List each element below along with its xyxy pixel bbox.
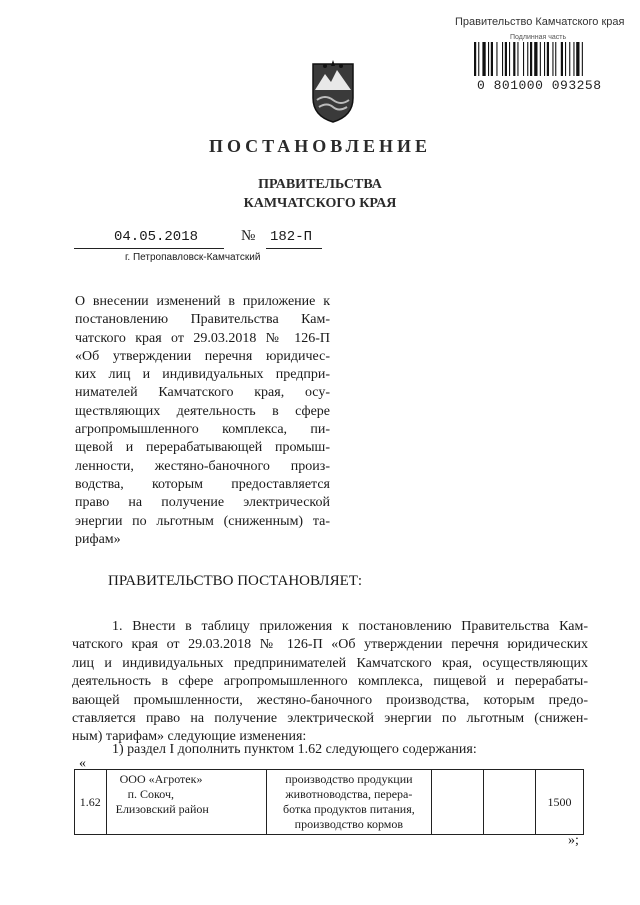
table-row [75,770,584,835]
item-1 [72,741,588,759]
organization-line: п. Сокоч, [127,787,174,801]
paragraph-line: чатского края от 29.03.2018 № 126-П «Об утверждении перечня юридических [72,637,588,653]
document-subject [75,293,330,549]
issuer-line: ПРАВИТЕЛЬСТВА [258,177,382,192]
item-line: 1) раздел I дополнить пунктом 1.62 следующего содержания: [112,742,477,757]
paragraph-line: ставляется право на получение электрической энергии по льготным (снижен- [72,711,588,727]
inserted-table [74,769,584,835]
document-date: 04.05.2018 [114,229,199,245]
subject-line: нимателей Камчатского края, осу- [75,385,330,401]
decree-heading: ПРАВИТЕЛЬСТВО ПОСТАНОВЛЯЕТ: [108,573,363,589]
empty-cell [431,770,483,835]
organization-stamp: Правительство Камчатского края [455,16,625,28]
document-number: 182-П [270,229,313,245]
organization-line: Елизовский район [115,802,209,816]
issuer-line: КАМЧАТСКОГО КРАЯ [243,196,397,211]
subject-line: агропромышленного комплекса, пи- [75,422,330,438]
barcode-number: 0 801000 093258 [477,78,602,93]
subject-line: энергии по льготным (сниженным) та- [75,513,330,529]
activity-line: животноводства, перера- [285,787,413,801]
number-label: № [241,228,256,244]
kamchatka-emblem-icon [309,60,357,124]
subject-line: О внесении изменений в приложение к [75,294,330,309]
subject-line: рифам» [75,531,121,547]
subject-line: щевой и перерабатывающей промыш- [75,440,330,456]
city: г. Петропавловск-Камчатский [125,252,261,263]
barcode-caption: Подлинная часть [510,34,567,41]
row-number: 1.62 [75,770,107,835]
paragraph-line: 1. Внести в таблицу приложения к постановлению Правительства Кам- [112,619,588,634]
organization-line: ООО «Агротек» [119,772,203,786]
subject-line: чатского края от 29.03.2018 № 126-П [75,330,330,346]
subject-line: постановлению Правительства Кам- [75,312,330,328]
activity-line: производство продукции [285,772,413,786]
paragraph-line: ным) тарифам» следующие изменения: [72,729,307,745]
subject-line: водства, которым предоставляется [75,476,330,492]
subject-line: «Об утверждении перечня юридичес- [75,348,330,364]
document-type: ПОСТАНОВЛЕНИЕ [208,136,432,156]
subject-line: ществляющих деятельность в сфере [75,403,330,419]
issuer [0,175,640,213]
quote-open: « [79,756,86,771]
organization-cell [106,770,266,835]
subject-line: право на получение электрической [75,495,330,511]
paragraph-line: лиц и индивидуальных предпринимателей Камчатского края, осуществляющих [72,655,588,671]
empty-cell [484,770,536,835]
volume-cell: 1500 [536,770,584,835]
paragraph-line: вающей промышленности, жестяно-баночного производства, которым предо- [72,692,588,708]
subject-line: ленности, жестяно-баночного произ- [75,458,330,474]
paragraph-1 [72,618,588,747]
paragraph-line: деятельность в сфере агропромышленного комплекса, пищевой и перерабаты- [72,674,588,690]
activity-line: производство кормов [294,817,404,831]
quote-close: »; [568,833,579,848]
subject-line: ких лиц и индивидуальных предпри- [75,367,330,383]
activity-line: ботка продуктов питания, [283,802,415,816]
activity-cell [266,770,431,835]
